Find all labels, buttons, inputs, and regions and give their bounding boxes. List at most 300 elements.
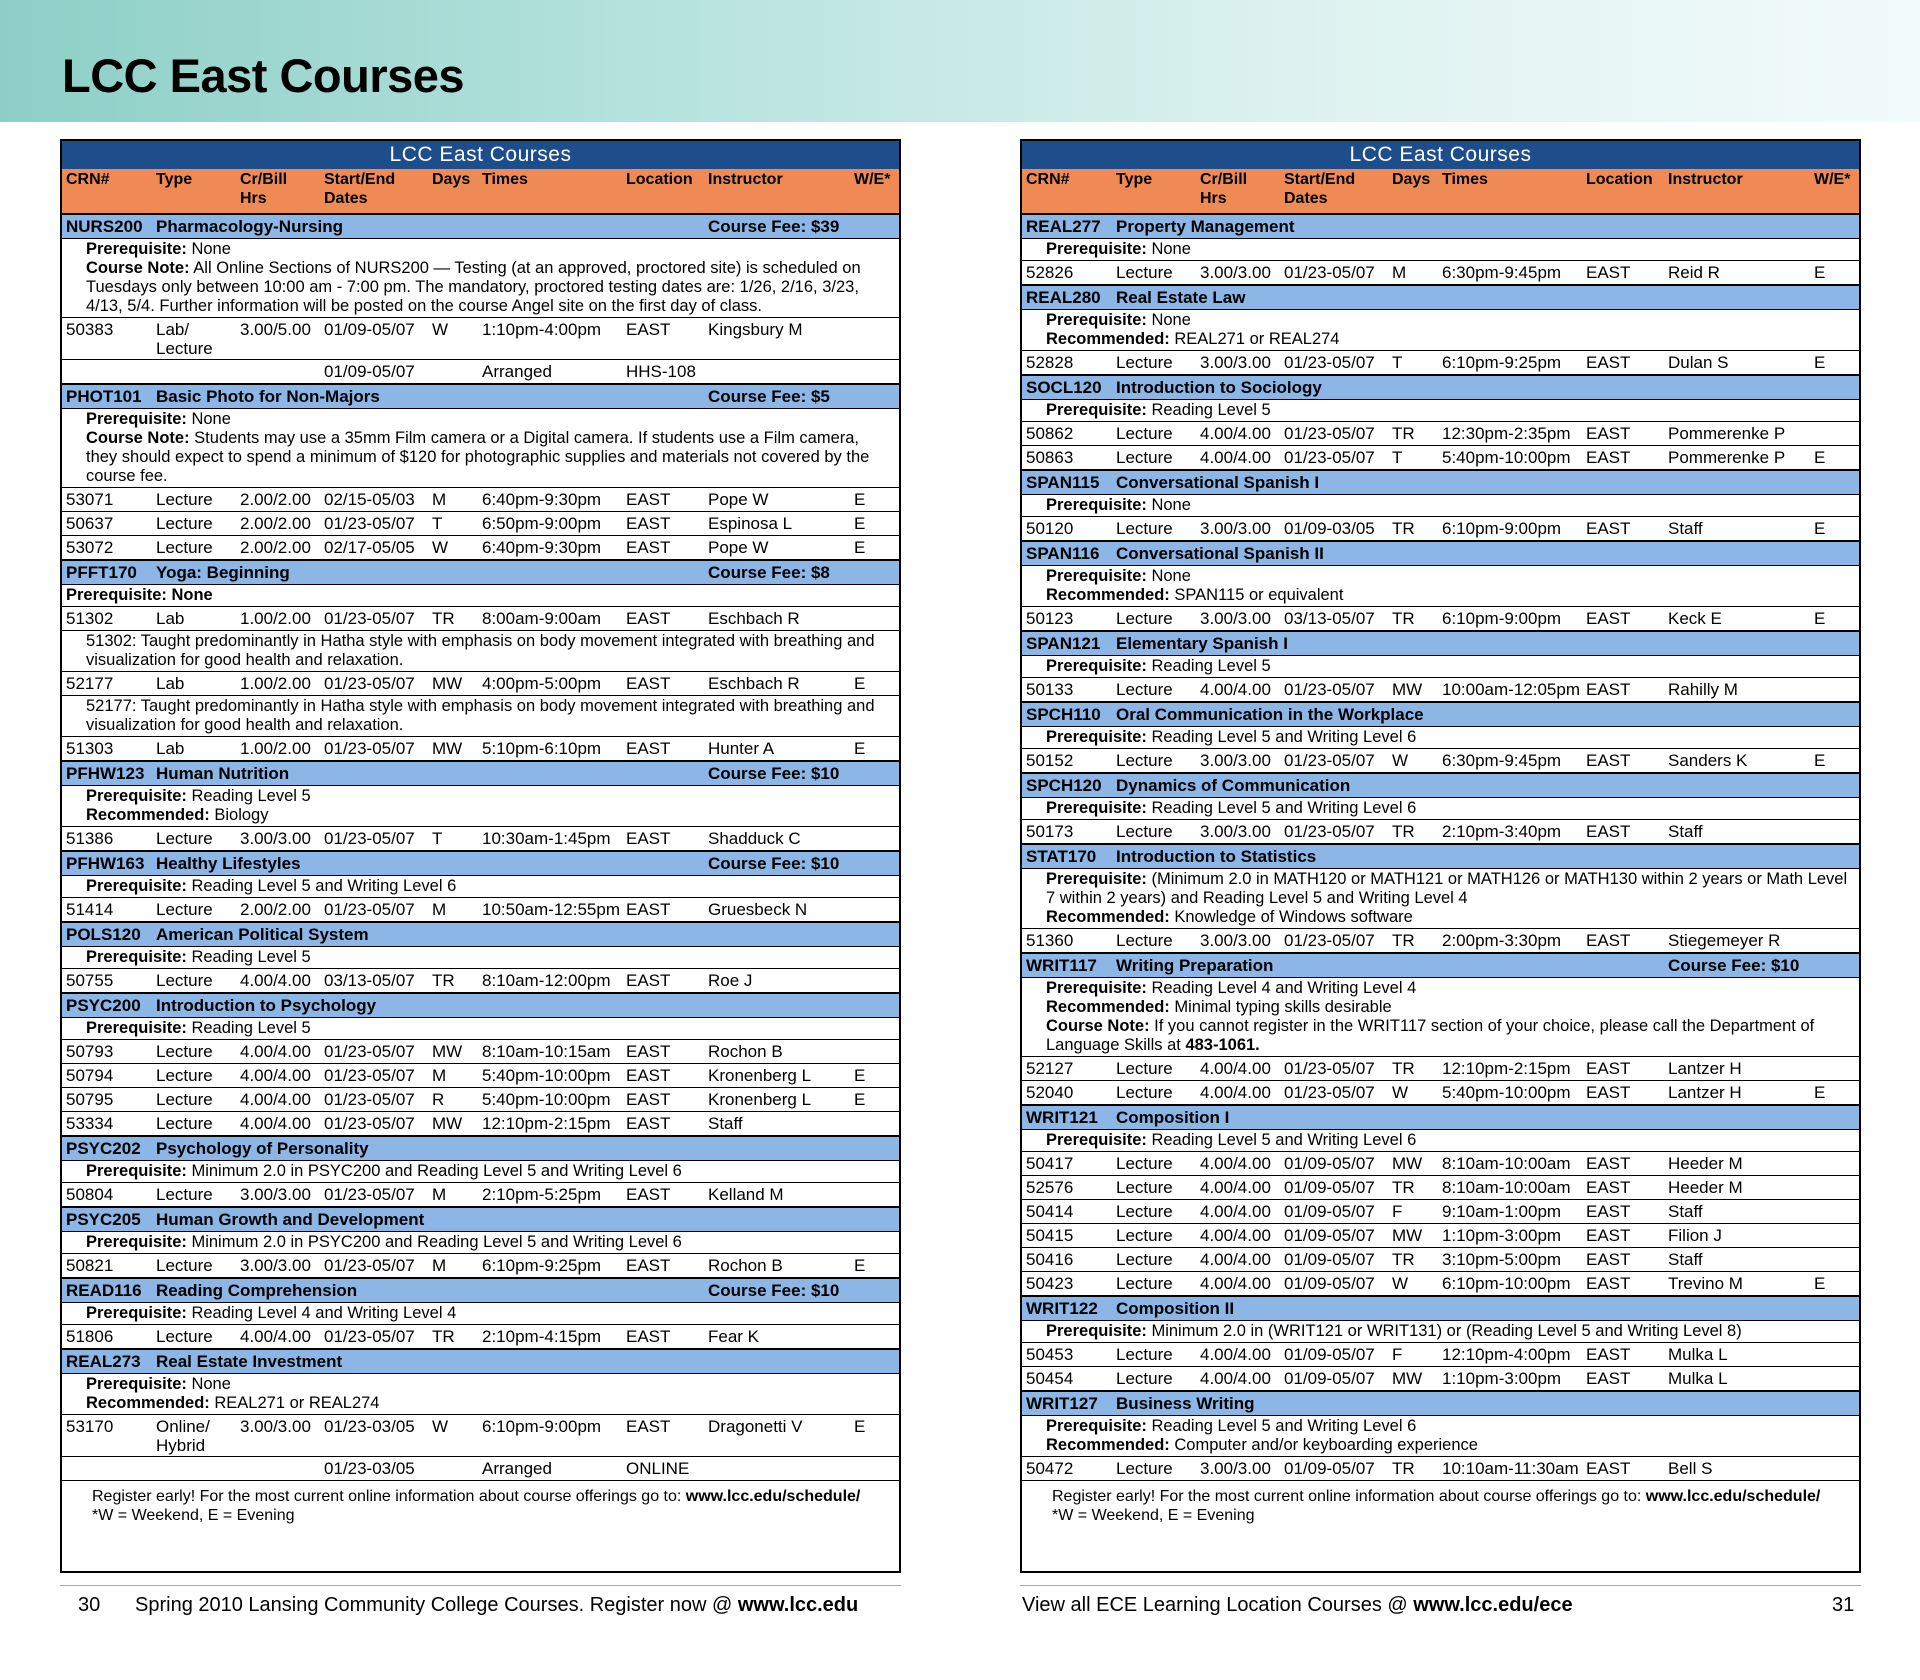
course-fee: Course Fee: $8 xyxy=(708,563,830,582)
note-line xyxy=(1046,870,1851,908)
section-days: TR xyxy=(1392,822,1415,841)
section-crn: 50755 xyxy=(66,971,114,990)
section-type: Lecture xyxy=(1116,680,1173,699)
note-label: Recommended: xyxy=(1046,330,1170,348)
course-code: PHOT101 xyxy=(66,387,142,406)
section-times: 6:10pm-9:00pm xyxy=(482,1417,602,1436)
column-header: Location xyxy=(626,171,693,188)
note-label: Recommended: xyxy=(1046,908,1170,926)
section-type: Lecture xyxy=(1116,1154,1173,1173)
column-header: Days xyxy=(1392,171,1431,188)
section-row xyxy=(1022,607,1859,631)
section-dates: 02/17-05/05 xyxy=(324,538,415,557)
section-dates: 01/23-05/07 xyxy=(324,829,415,848)
section-days: W xyxy=(1392,1083,1409,1102)
note-line xyxy=(1046,998,1851,1017)
note-line xyxy=(1046,567,1851,586)
section-location: EAST xyxy=(1586,1459,1631,1478)
note-line xyxy=(66,586,891,605)
section-times: 8:10am-12:00pm xyxy=(482,971,611,990)
section-crn: 50416 xyxy=(1026,1250,1074,1269)
course-notes xyxy=(62,1374,899,1415)
course-table-left xyxy=(60,139,901,1573)
section-instructor: Pommerenke P xyxy=(1668,424,1786,443)
course-header xyxy=(1022,1391,1859,1416)
course-notes xyxy=(62,1303,899,1325)
section-weekend-evening: E xyxy=(854,490,866,509)
note-text: SPAN115 or equivalent xyxy=(1169,586,1344,604)
section-credit-hours: 4.00/4.00 xyxy=(1200,1154,1271,1173)
note-line xyxy=(86,1375,891,1394)
section-credit-hours: 4.00/4.00 xyxy=(240,1090,311,1109)
course-fee: Course Fee: $39 xyxy=(708,217,840,236)
course-notes xyxy=(62,876,899,898)
section-credit-hours: 3.00/3.00 xyxy=(240,1185,311,1204)
section-times: 6:10pm-9:00pm xyxy=(1442,519,1562,538)
note-label: Prerequisite: xyxy=(66,586,167,604)
note-text: Reading Level 5 and Writing Level 6 xyxy=(1146,1417,1417,1435)
course-header xyxy=(62,922,899,947)
register-text: Register early! For the most current online information about course offerings go to: xyxy=(92,1488,686,1505)
course-name: Human Nutrition xyxy=(156,764,290,783)
section-location: EAST xyxy=(626,971,671,990)
course-notes xyxy=(1022,656,1859,678)
course-notes xyxy=(62,1018,899,1040)
section-type: Lecture xyxy=(1116,1274,1173,1293)
section-days: T xyxy=(432,514,443,533)
section-dates: 01/09-05/07 xyxy=(324,320,415,339)
section-instructor: Heeder M xyxy=(1668,1178,1743,1197)
section-times: 2:10pm-3:40pm xyxy=(1442,822,1562,841)
course-header xyxy=(62,384,899,409)
section-weekend-evening: E xyxy=(854,1417,866,1436)
section-type: Lecture xyxy=(1116,1178,1173,1197)
section-days: W xyxy=(432,320,449,339)
column-header: Times xyxy=(482,171,528,188)
section-weekend-evening: E xyxy=(1814,263,1826,282)
section-dates: 01/23-05/07 xyxy=(324,900,415,919)
section-days: F xyxy=(1392,1345,1403,1364)
section-crn: 50862 xyxy=(1026,424,1074,443)
legend-text: *W = Weekend, E = Evening xyxy=(1052,1507,1255,1524)
section-weekend-evening: E xyxy=(854,739,866,758)
note-text: Knowledge of Windows software xyxy=(1169,908,1413,926)
course-name: Composition II xyxy=(1116,1299,1235,1318)
section-dates: 01/23-05/07 xyxy=(324,674,415,693)
section-credit-hours: 3.00/3.00 xyxy=(240,1256,311,1275)
course-code: PFHW123 xyxy=(66,764,145,783)
course-code: WRIT122 xyxy=(1026,1299,1098,1318)
section-location: EAST xyxy=(626,1042,671,1061)
footer-right-text xyxy=(1022,1592,1573,1618)
page-number-left: 30 xyxy=(78,1594,101,1616)
note-line xyxy=(86,806,891,825)
section-type: Lecture xyxy=(1116,1059,1173,1078)
section-location: EAST xyxy=(1586,1154,1631,1173)
section-credit-hours: 4.00/4.00 xyxy=(240,1042,311,1061)
section-instructor: Staff xyxy=(1668,1202,1703,1221)
page-title: LCC East Courses xyxy=(62,49,465,102)
section-dates: 03/13-05/07 xyxy=(1284,609,1375,628)
section-location: EAST xyxy=(1586,1274,1631,1293)
section-instructor: Kingsbury M xyxy=(708,320,803,339)
course-code: STAT170 xyxy=(1026,847,1097,866)
course-notes xyxy=(1022,400,1859,422)
course-header xyxy=(1022,470,1859,495)
section-location: EAST xyxy=(1586,751,1631,770)
section-location: EAST xyxy=(1586,1250,1631,1269)
course-notes xyxy=(1022,798,1859,820)
section-type: Lecture xyxy=(156,538,213,557)
section-crn: 50795 xyxy=(66,1090,114,1109)
section-days: T xyxy=(432,829,443,848)
table-title: LCC East Courses xyxy=(62,141,899,169)
section-row xyxy=(1022,422,1859,446)
course-code: SPCH120 xyxy=(1026,776,1102,795)
register-text: Register early! For the most current online information about course offerings go to: xyxy=(1052,1488,1646,1505)
section-days: M xyxy=(432,1256,447,1275)
section-credit-hours: 1.00/2.00 xyxy=(240,609,311,628)
section-location: EAST xyxy=(626,538,671,557)
section-dates: 01/23-05/07 xyxy=(324,1256,415,1275)
section-type: Lecture xyxy=(156,490,213,509)
section-type: Lecture xyxy=(1116,448,1173,467)
note-label: Prerequisite: xyxy=(86,1304,187,1322)
note-text: None xyxy=(1146,567,1191,585)
section-credit-hours: 4.00/4.00 xyxy=(1200,1178,1271,1197)
note-label: Prerequisite: xyxy=(86,1162,187,1180)
course-header xyxy=(1022,214,1859,239)
note-label: Prerequisite: xyxy=(86,1233,187,1251)
section-times: 6:10pm-9:00pm xyxy=(1442,609,1562,628)
note-label: Course Note: xyxy=(86,429,190,447)
note-text: Reading Level 5 and Writing Level 6 xyxy=(1146,1131,1417,1149)
section-weekend-evening: E xyxy=(1814,1274,1826,1293)
section-times: 6:50pm-9:00pm xyxy=(482,514,602,533)
section-row xyxy=(62,512,899,536)
section-dates: 01/23-05/07 xyxy=(324,514,415,533)
section-dates: 01/23-05/07 xyxy=(1284,822,1375,841)
course-code: PFHW163 xyxy=(66,854,145,873)
section-dates: 01/23-05/07 xyxy=(1284,931,1375,950)
register-line xyxy=(1052,1487,1839,1506)
section-instructor: Pommerenke P xyxy=(1668,448,1786,467)
course-header xyxy=(62,761,899,786)
note-label: Prerequisite: xyxy=(86,410,187,428)
section-location: EAST xyxy=(626,609,671,628)
course-header xyxy=(62,1136,899,1161)
course-header xyxy=(1022,285,1859,310)
section-location: EAST xyxy=(626,1417,671,1436)
course-code: POLS120 xyxy=(66,925,141,944)
section-type: Lecture xyxy=(1116,931,1173,950)
section-instructor: Fear K xyxy=(708,1327,760,1346)
section-row xyxy=(62,1088,899,1112)
section-row xyxy=(62,488,899,512)
course-code: NURS200 xyxy=(66,217,143,236)
section-location: EAST xyxy=(626,1185,671,1204)
section-days: M xyxy=(432,490,447,509)
course-code: REAL273 xyxy=(66,1352,141,1371)
column-header: Instructor xyxy=(1668,171,1743,188)
section-credit-hours: 4.00/4.00 xyxy=(240,1066,311,1085)
section-credit-hours: 4.00/4.00 xyxy=(1200,1274,1271,1293)
section-location: EAST xyxy=(1586,1202,1631,1221)
course-fee: Course Fee: $10 xyxy=(708,764,840,783)
section-type: Lecture xyxy=(156,1327,213,1346)
course-table-right xyxy=(1020,139,1861,1573)
section-crn: 51806 xyxy=(66,1327,114,1346)
note-label: Prerequisite: xyxy=(1046,1131,1147,1149)
course-notes xyxy=(62,1161,899,1183)
note-line xyxy=(1046,1417,1851,1436)
footer-right-label: View all ECE Learning Location Courses @ xyxy=(1022,1594,1414,1616)
note-text: If you cannot register in the WRIT117 section of your choice, please call the Department of Language Skills at xyxy=(1046,1017,1815,1054)
course-header xyxy=(1022,541,1859,566)
section-instructor: Dulan S xyxy=(1668,353,1729,372)
note-label: Prerequisite: xyxy=(1046,1417,1147,1435)
section-times: 6:30pm-9:45pm xyxy=(1442,263,1562,282)
section-row xyxy=(1022,1272,1859,1296)
section-row xyxy=(1022,1152,1859,1176)
section-weekend-evening: E xyxy=(854,1066,866,1085)
schedule-link[interactable]: www.lcc.edu/schedule/ xyxy=(1645,1488,1821,1505)
footer-left-link[interactable]: www.lcc.edu xyxy=(737,1594,859,1616)
note-text: Students may use a 35mm Film camera or a Digital camera. If students use a Film camera, they should expect to spend a minimum of $120 for photographic supplies and materials not covered by the course fee. xyxy=(86,429,870,485)
note-line xyxy=(86,1162,891,1181)
course-name: Introduction to Sociology xyxy=(1116,378,1322,397)
course-code: SOCL120 xyxy=(1026,378,1102,397)
section-times: 12:10pm-2:15pm xyxy=(1442,1059,1571,1078)
course-name: American Political System xyxy=(156,925,369,944)
course-notes xyxy=(1022,239,1859,261)
section-times: 5:40pm-10:00pm xyxy=(482,1090,611,1109)
section-credit-hours: 3.00/5.00 xyxy=(240,320,311,339)
section-dates: 01/23-05/07 xyxy=(1284,353,1375,372)
note-text: Reading Level 5 and Writing Level 6 xyxy=(1146,799,1417,817)
section-location: EAST xyxy=(626,1090,671,1109)
section-instructor: Stiegemeyer R xyxy=(1668,931,1781,950)
section-days: TR xyxy=(432,1327,455,1346)
section-times: 6:40pm-9:30pm xyxy=(482,490,602,509)
note-text: Reading Level 5 and Writing Level 6 xyxy=(1146,728,1417,746)
section-row xyxy=(62,737,899,761)
section-location: EAST xyxy=(1586,822,1631,841)
register-note xyxy=(62,1481,899,1525)
section-times: 1:10pm-4:00pm xyxy=(482,320,602,339)
note-label: Prerequisite: xyxy=(86,240,187,258)
register-note xyxy=(1022,1481,1859,1525)
section-instructor: Lantzer H xyxy=(1668,1083,1742,1102)
section-row xyxy=(1022,929,1859,953)
course-name: Psychology of Personality xyxy=(156,1139,369,1158)
section-weekend-evening: E xyxy=(1814,1083,1826,1102)
section-type: Lecture xyxy=(156,1185,213,1204)
note-line xyxy=(86,429,891,486)
section-dates: 01/09-05/07 xyxy=(1284,1459,1375,1478)
note-text: Reading Level 5 xyxy=(1146,401,1271,419)
course-code: PFFT170 xyxy=(66,563,137,582)
column-header: Instructor xyxy=(708,171,783,188)
note-label: Recommended: xyxy=(1046,1436,1170,1454)
section-credit-hours: 4.00/4.00 xyxy=(240,971,311,990)
course-name: Composition I xyxy=(1116,1108,1230,1127)
section-type: Online/ Hybrid xyxy=(156,1417,210,1455)
section-instructor: Keck E xyxy=(1668,609,1722,628)
section-instructor: Bell S xyxy=(1668,1459,1713,1478)
section-days: MW xyxy=(432,1114,463,1133)
section-location: EAST xyxy=(1586,448,1631,467)
course-name: Real Estate Investment xyxy=(156,1352,343,1371)
section-row xyxy=(1022,678,1859,702)
course-name: Real Estate Law xyxy=(1116,288,1246,307)
section-times: 1:10pm-3:00pm xyxy=(1442,1226,1562,1245)
note-line xyxy=(1046,1131,1851,1150)
section-dates: 01/09-03/05 xyxy=(1284,519,1375,538)
section-location: EAST xyxy=(626,514,671,533)
course-header xyxy=(62,1207,899,1232)
course-notes xyxy=(62,585,899,607)
note-line xyxy=(1046,1436,1851,1455)
section-days: MW xyxy=(432,1042,463,1061)
section-times: 3:10pm-5:00pm xyxy=(1442,1250,1562,1269)
section-days: T xyxy=(1392,448,1403,467)
section-days: W xyxy=(432,1417,449,1436)
section-days: TR xyxy=(1392,519,1415,538)
register-line xyxy=(92,1487,879,1506)
section-crn: 51302 xyxy=(66,609,114,628)
footer-right-link[interactable]: www.lcc.edu/ece xyxy=(1413,1594,1573,1616)
section-instructor: Kronenberg L xyxy=(708,1066,812,1085)
section-dates: 01/23-05/07 xyxy=(324,1327,415,1346)
section-instructor: Filion J xyxy=(1668,1226,1722,1245)
note-text: None xyxy=(1146,496,1191,514)
column-header: W/E* xyxy=(854,171,891,188)
note-label: Prerequisite: xyxy=(86,1375,187,1393)
section-location: EAST xyxy=(1586,931,1631,950)
section-row xyxy=(62,672,899,696)
section-location: EAST xyxy=(626,490,671,509)
section-instructor: Staff xyxy=(708,1114,743,1133)
course-notes xyxy=(1022,978,1859,1057)
section-weekend-evening: E xyxy=(854,1090,866,1109)
schedule-link[interactable]: www.lcc.edu/schedule/ xyxy=(685,1488,861,1505)
course-header xyxy=(62,1349,899,1374)
section-type: Lecture xyxy=(1116,822,1173,841)
note-label: Prerequisite: xyxy=(86,1019,187,1037)
section-times: 6:40pm-9:30pm xyxy=(482,538,602,557)
section-type: Lecture xyxy=(1116,1083,1173,1102)
note-text: None xyxy=(186,240,231,258)
note-text: Minimum 2.0 in PSYC200 and Reading Level 5 and Writing Level 6 xyxy=(186,1233,682,1251)
section-times: 10:00am-12:05pm xyxy=(1442,680,1580,699)
column-header: Start/End Dates xyxy=(324,171,396,207)
course-header xyxy=(1022,375,1859,400)
section-credit-hours: 4.00/4.00 xyxy=(240,1327,311,1346)
course-code: SPCH110 xyxy=(1026,705,1101,724)
section-weekend-evening: E xyxy=(1814,751,1826,770)
section-days: W xyxy=(1392,751,1409,770)
section-row xyxy=(1022,1224,1859,1248)
note-line xyxy=(86,259,891,316)
section-type: Lecture xyxy=(1116,609,1173,628)
section-location: EAST xyxy=(626,1114,671,1133)
note-label: Prerequisite: xyxy=(1046,240,1147,258)
note-line xyxy=(1046,728,1851,747)
section-credit-hours: 4.00/4.00 xyxy=(1200,1369,1271,1388)
legend-text: *W = Weekend, E = Evening xyxy=(92,1507,295,1524)
section-crn: 52127 xyxy=(1026,1059,1074,1078)
course-notes xyxy=(1022,310,1859,351)
section-crn: 50120 xyxy=(1026,519,1074,538)
section-crn: 50472 xyxy=(1026,1459,1074,1478)
course-notes xyxy=(62,239,899,318)
column-header: Times xyxy=(1442,171,1488,188)
course-name: Pharmacology-Nursing xyxy=(156,217,344,236)
section-credit-hours: 2.00/2.00 xyxy=(240,514,311,533)
course-code: REAL277 xyxy=(1026,217,1101,236)
note-line xyxy=(1046,1322,1851,1341)
note-label: Recommended: xyxy=(86,1394,210,1412)
section-location: EAST xyxy=(626,320,671,339)
section-location: EAST xyxy=(626,1256,671,1275)
course-header xyxy=(62,560,899,585)
section-credit-hours: 3.00/3.00 xyxy=(1200,519,1271,538)
section-credit-hours: 4.00/4.00 xyxy=(1200,1083,1271,1102)
note-line xyxy=(86,410,891,429)
section-row xyxy=(1022,517,1859,541)
section-dates: 01/23-05/07 xyxy=(1284,751,1375,770)
section-location: EAST xyxy=(1586,263,1631,282)
section-type: Lecture xyxy=(156,829,213,848)
section-instructor: Roe J xyxy=(708,971,753,990)
section-days: MW xyxy=(1392,680,1423,699)
course-notes xyxy=(62,409,899,488)
section-row xyxy=(62,1183,899,1207)
section-type: Lab/ Lecture xyxy=(156,320,213,358)
note-text: None xyxy=(166,586,213,604)
note-label: Prerequisite: xyxy=(86,948,187,966)
section-instructor: Kronenberg L xyxy=(708,1090,812,1109)
section-type: Lecture xyxy=(1116,263,1173,282)
note-text: REAL271 or REAL274 xyxy=(1169,330,1340,348)
section-location: EAST xyxy=(1586,519,1631,538)
section-dates: 01/09-05/07 xyxy=(324,362,415,381)
column-header-row xyxy=(1022,169,1859,214)
note-label: Prerequisite: xyxy=(1046,401,1147,419)
course-name: Business Writing xyxy=(1116,1394,1255,1413)
section-type: Lecture xyxy=(156,1256,213,1275)
section-crn: 50804 xyxy=(66,1185,114,1204)
section-instructor: Eschbach R xyxy=(708,609,800,628)
note-line xyxy=(86,1233,891,1252)
note-line xyxy=(1046,1017,1851,1055)
course-notes xyxy=(62,947,899,969)
course-name: Yoga: Beginning xyxy=(156,563,290,582)
note-label: Course Note: xyxy=(1046,1017,1150,1035)
section-type: Lecture xyxy=(156,1114,213,1133)
course-notes xyxy=(1022,1321,1859,1343)
section-credit-hours: 2.00/2.00 xyxy=(240,538,311,557)
section-instructor: Staff xyxy=(1668,519,1703,538)
column-header: Type xyxy=(156,171,193,188)
section-crn: 50123 xyxy=(1026,609,1074,628)
section-dates: 01/23-05/07 xyxy=(324,1066,415,1085)
course-code: PSYC205 xyxy=(66,1210,141,1229)
course-header xyxy=(1022,702,1859,727)
course-name: Dynamics of Communication xyxy=(1116,776,1351,795)
section-crn: 51360 xyxy=(1026,931,1074,950)
